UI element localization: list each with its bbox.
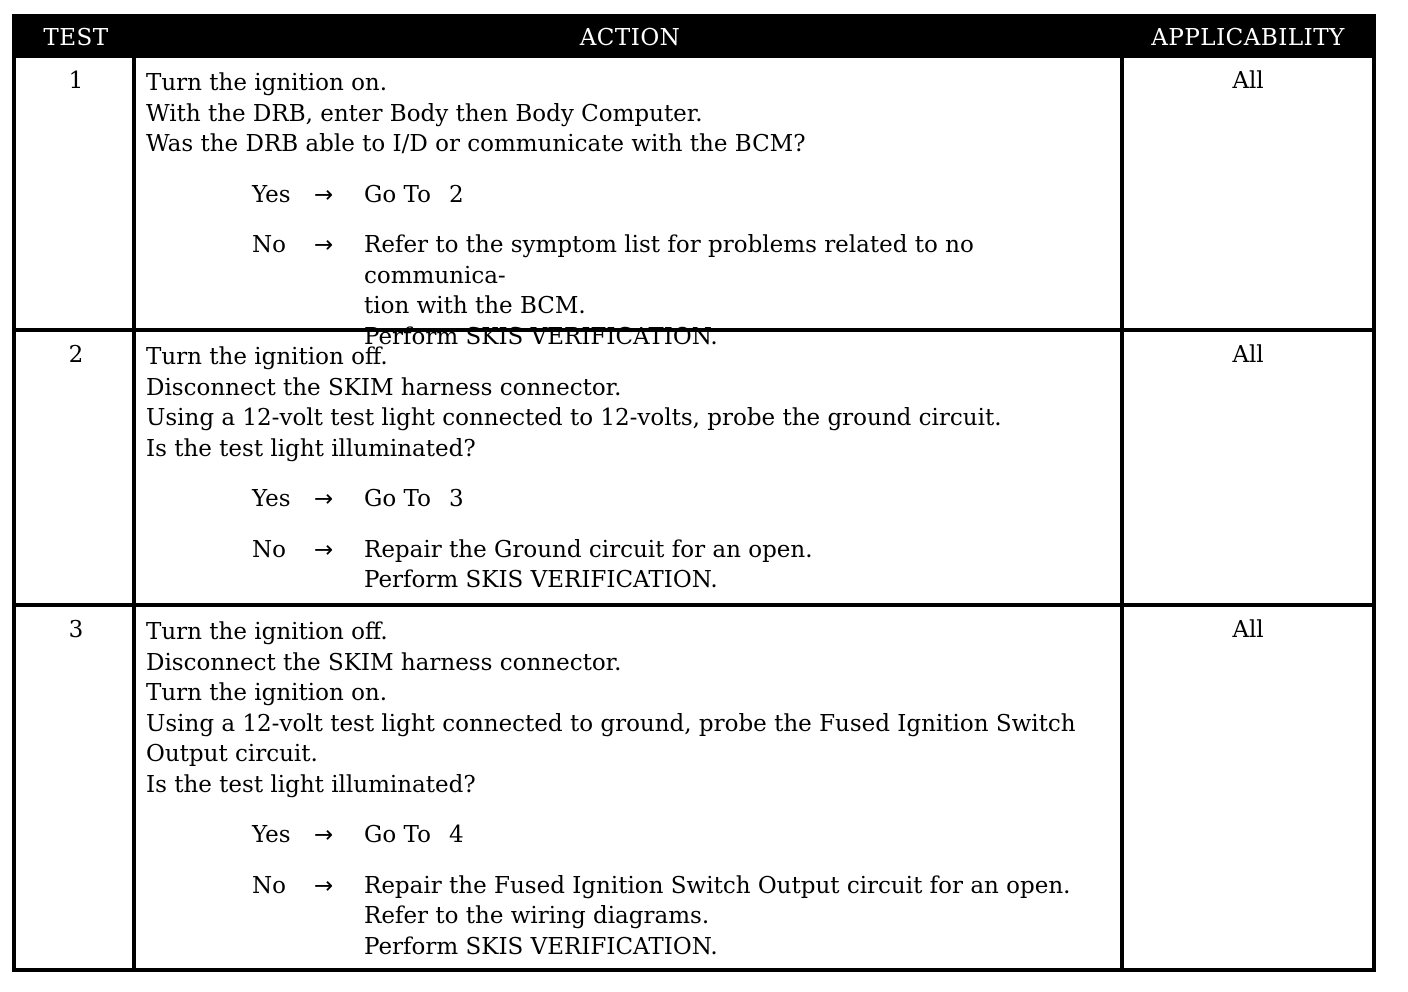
no-action-line: Refer to the wiring diagrams. (364, 903, 710, 929)
action-line: Disconnect the SKIM harness connector. (146, 649, 622, 676)
right-arrow-icon: → (314, 872, 334, 899)
goto-test-number: 3 (448, 486, 464, 512)
right-arrow-icon: → (314, 536, 334, 563)
action-cell (146, 68, 1114, 352)
yes-branch (146, 180, 1114, 211)
action-cell (146, 617, 1114, 962)
table-row-test-3 (16, 607, 1372, 968)
header-test: TEST (43, 25, 109, 51)
right-arrow-icon: → (314, 486, 334, 512)
header-applicability: APPLICABILITY (1151, 25, 1345, 51)
yes-label: Yes (252, 486, 291, 512)
goto-test-number: 2 (448, 181, 464, 208)
no-action-line: Refer to the symptom list for problems related to no communica- (364, 232, 974, 289)
no-action-line: Repair the Ground circuit for an open. (364, 536, 813, 563)
no-branch (146, 871, 1114, 963)
test-number: 2 (68, 342, 84, 368)
action-line: Turn the ignition off. (146, 619, 388, 645)
no-action-line: Perform SKIS VERIFICATION. (364, 323, 718, 350)
action-cell (146, 342, 1114, 596)
action-line: Disconnect the SKIM harness connector. (146, 374, 622, 401)
no-branch (146, 535, 1114, 596)
goto-label: Go To (364, 822, 431, 848)
header-action: ACTION (579, 25, 681, 51)
goto-label: Go To (364, 486, 431, 512)
yes-label: Yes (252, 822, 291, 848)
no-label: No (252, 872, 286, 899)
yes-branch (146, 820, 1114, 851)
goto-label: Go To (364, 181, 431, 208)
yes-branch (146, 484, 1114, 515)
action-line: Output circuit. (146, 741, 318, 767)
no-action-line: Perform SKIS VERIFICATION. (364, 567, 718, 593)
table-row-test-1 (16, 58, 1372, 350)
action-line: Using a 12-volt test light connected to 12-volts, probe the ground circuit. (146, 405, 1002, 431)
action-line: Using a 12-volt test light connected to ground, probe the Fused Ignition Switch (146, 710, 1076, 737)
yes-label: Yes (252, 181, 291, 208)
right-arrow-icon: → (314, 181, 334, 208)
applicability-cell: All (1232, 617, 1264, 643)
action-line: Turn the ignition on. (146, 70, 388, 96)
applicability-cell: All (1232, 68, 1264, 94)
action-line: Turn the ignition on. (146, 680, 388, 706)
no-action-line: Perform SKIS VERIFICATION. (364, 933, 718, 960)
diagnostic-test-table (12, 14, 1376, 972)
action-line: Is the test light illuminated? (146, 771, 476, 798)
no-action-line: Repair the Fused Ignition Switch Output circuit for an open. (364, 872, 1071, 899)
action-line: With the DRB, enter Body then Body Computer. (146, 100, 703, 127)
right-arrow-icon: → (314, 232, 334, 258)
no-label: No (252, 536, 286, 563)
table-row-test-2 (16, 332, 1372, 603)
action-line: Is the test light illuminated? (146, 435, 476, 462)
applicability-cell: All (1232, 342, 1264, 368)
action-line: Was the DRB able to I/D or communicate with the BCM? (146, 131, 806, 157)
right-arrow-icon: → (314, 822, 334, 848)
action-line: Turn the ignition off. (146, 344, 388, 370)
test-number: 3 (68, 617, 84, 643)
no-label: No (252, 232, 286, 258)
goto-test-number: 4 (448, 822, 464, 848)
table-header (16, 18, 1372, 58)
test-number: 1 (68, 68, 84, 94)
no-action-line: tion with the BCM. (364, 293, 586, 319)
